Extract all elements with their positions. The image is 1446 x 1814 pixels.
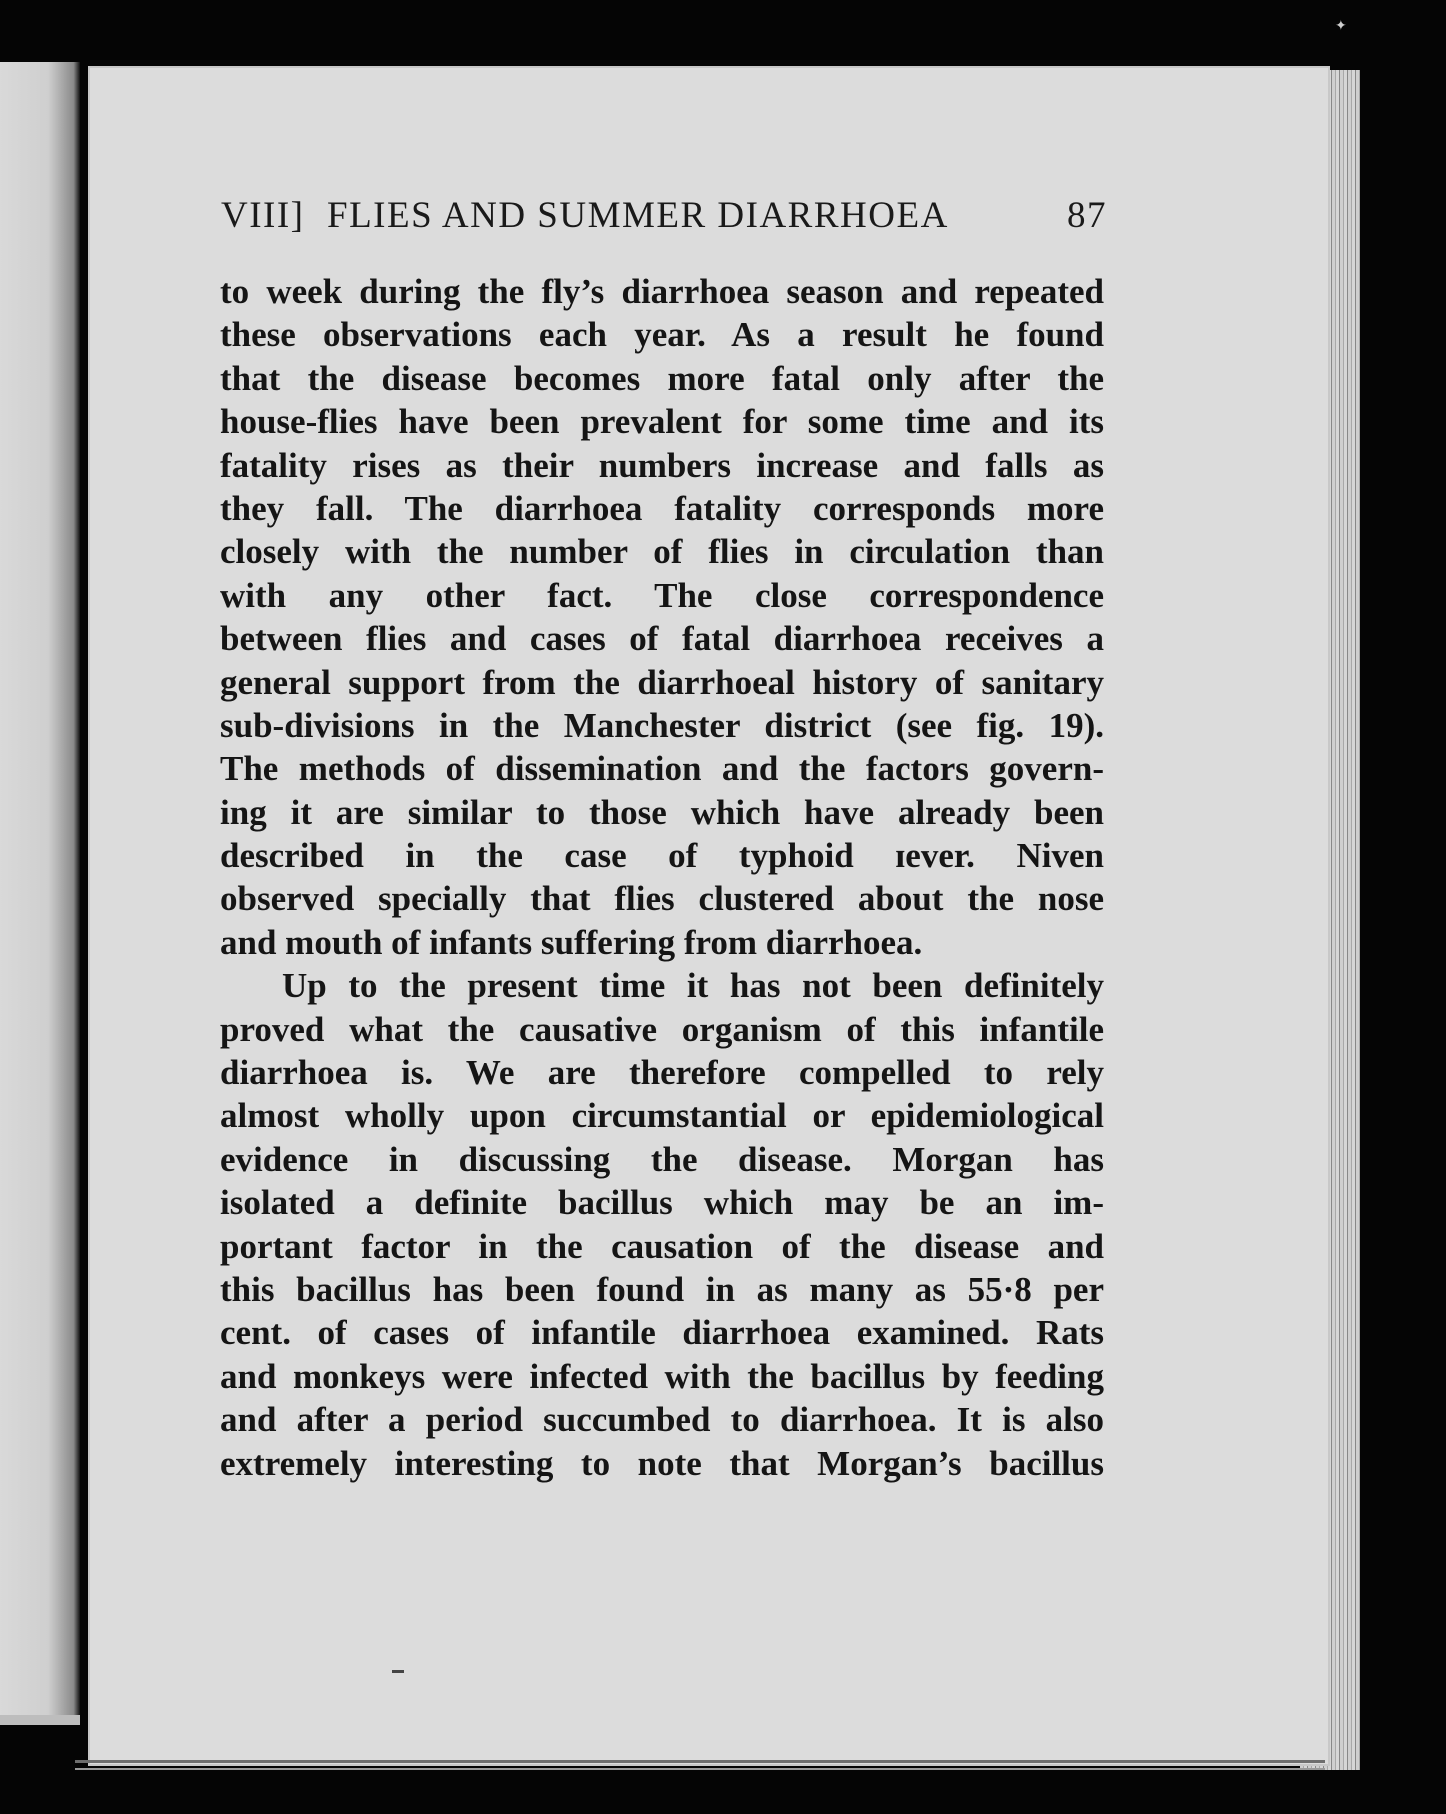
text-line: diarrhoea is. We are therefore compelled to rely: [220, 1053, 1104, 1093]
text-line: described in the case of typhoid ɪever. Niven: [220, 836, 1104, 876]
text-line: extremely interesting to note that Morgan’s bacillus: [220, 1443, 1104, 1483]
text-line: with any other fact. The close correspondence: [220, 575, 1104, 615]
text-line: and mouth of infants suffering from diarrhoea.: [220, 922, 923, 962]
text-line: to week during the fly’s diarrhoea season and repeated: [220, 272, 1104, 311]
text-line: and monkeys were infected with the bacillus by feeding: [220, 1356, 1104, 1396]
facing-page-bottom: [0, 1715, 80, 1725]
text-line: ing it are similar to those which have already been: [220, 792, 1104, 832]
text-line: almost wholly upon circumstantial or epidemiological: [220, 1096, 1104, 1136]
text-line: this bacillus has been found in as many as 55·8 per: [220, 1269, 1104, 1309]
text-line: sub-divisions in the Manchester district (see fig. 19).: [220, 705, 1104, 745]
text-line: Up to the present time it has not been definitely: [282, 966, 1104, 1006]
text-line: general support from the diarrhoeal history of sanitary: [220, 662, 1104, 702]
text-line: proved what the causative organism of this infantile: [220, 1009, 1104, 1049]
text-line: evidence in discussing the disease. Morgan has: [220, 1139, 1104, 1179]
facing-page-edge: [0, 62, 80, 1722]
text-line: The methods of dissemination and the factors govern-: [220, 749, 1104, 789]
text-line: closely with the number of flies in circulation than: [220, 532, 1104, 572]
running-header: [221, 194, 1107, 250]
text-line: they fall. The diarrhoea fatality corresponds more: [220, 488, 1104, 528]
text-line: portant factor in the causation of the disease and: [220, 1226, 1104, 1266]
text-line: house-flies have been prevalent for some time and its: [220, 402, 1104, 442]
page-bottom-border-inner: [75, 1768, 1325, 1770]
scan-corner-mark: ✦: [1335, 18, 1347, 34]
page-number: 87: [1067, 195, 1107, 236]
text-line: these observations each year. As a result he found: [220, 315, 1104, 355]
text-line: that the disease becomes more fatal only after the: [220, 358, 1104, 398]
stray-mark: [392, 1670, 404, 1673]
text-line: observed specially that flies clustered about the nose: [220, 879, 1104, 919]
text-line: fatality rises as their numbers increase and falls as: [220, 445, 1104, 485]
text-line: isolated a definite bacillus which may be an im-: [220, 1183, 1104, 1223]
text-line: cent. of cases of infantile diarrhoea examined. Rats: [220, 1313, 1104, 1353]
text-line: and after a period succumbed to diarrhoea. It is also: [220, 1400, 1104, 1440]
page-bottom-border: [75, 1760, 1325, 1763]
text-line: between flies and cases of fatal diarrhoea receives a: [220, 619, 1104, 659]
chapter-number: VIII]: [221, 195, 305, 236]
running-title: FLIES AND SUMMER DIARRHOEA: [327, 195, 949, 236]
body-text: [220, 270, 1104, 1485]
